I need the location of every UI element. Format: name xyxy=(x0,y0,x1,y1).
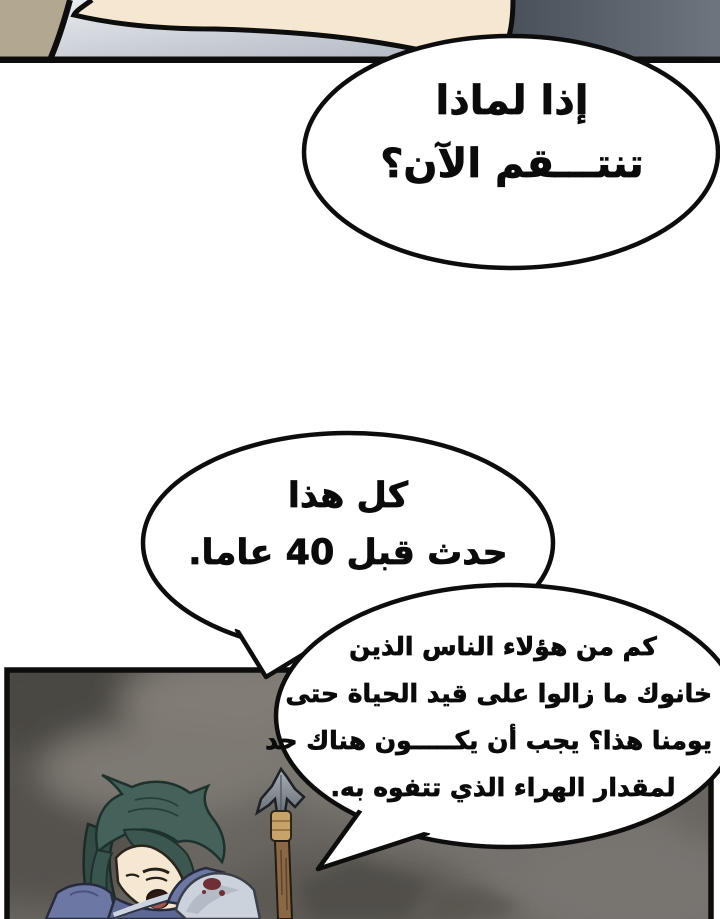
bubble-2-line-1: كل هذا xyxy=(287,476,409,516)
spear-shaft xyxy=(275,841,292,919)
bubble-1-line-1: إذا لماذا xyxy=(435,78,589,124)
bubble-2-text xyxy=(150,468,546,582)
bubble-3-text xyxy=(265,623,712,811)
bubble-3-line-3: يومنا هذا؟ يجب أن يكـــــون هناك حد xyxy=(265,726,712,755)
bubble-2-line-2: حدث قبل 40 عاما. xyxy=(188,533,508,573)
bubble-3-line-1: كم من هؤلاء الناس الذين xyxy=(349,632,657,661)
bubble-3-line-4: لمقدار الهراء الذي تتفوه به. xyxy=(330,773,676,802)
bubble-1-text xyxy=(320,70,704,196)
spear-band xyxy=(271,811,291,841)
bubble-3-line-2: خانوك ما زالوا على قيد الحياة حتى xyxy=(285,679,712,708)
bubble-1-line-2: تنتـــقم الآن؟ xyxy=(380,141,644,187)
